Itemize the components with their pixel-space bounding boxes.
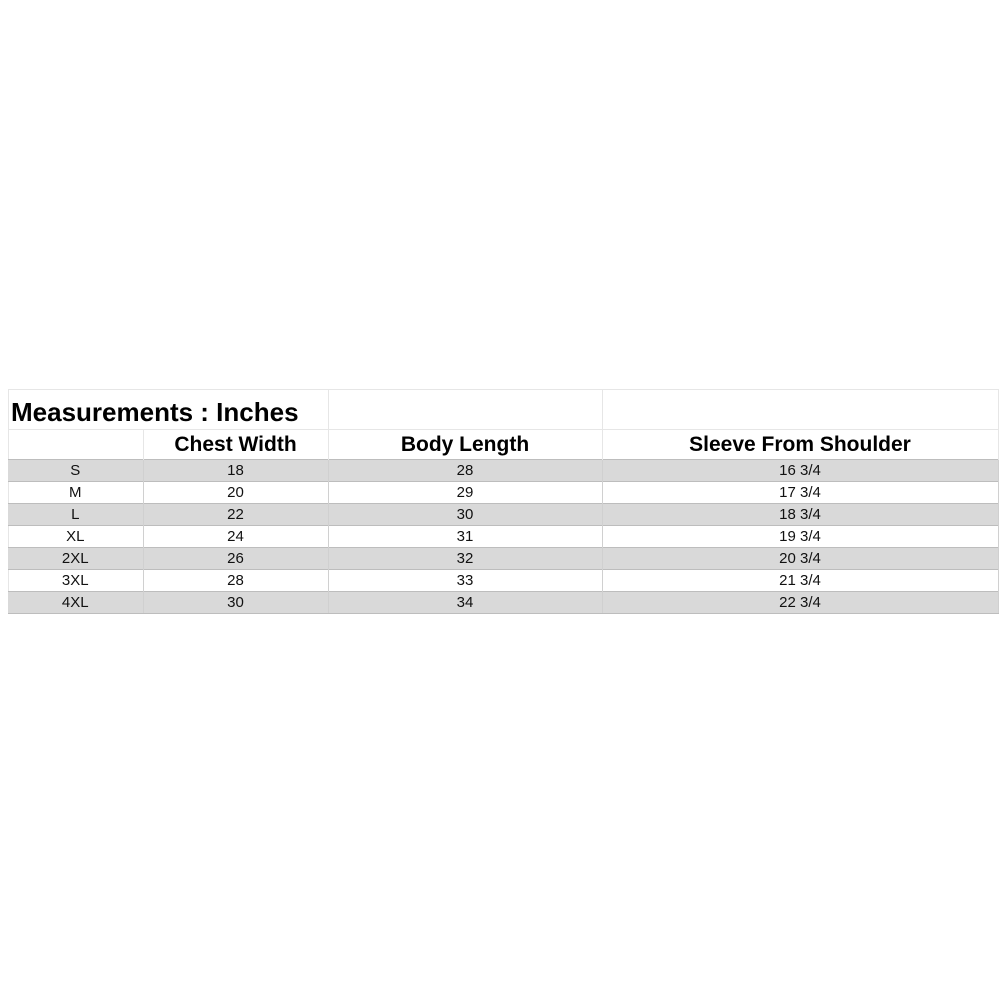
size-chart-sheet [8,389,998,614]
chest-cell: 30 [143,592,328,614]
sleeve-cell: 17 3/4 [602,482,998,504]
chest-cell: 24 [143,526,328,548]
size-cell: 3XL [8,570,143,592]
table-row [8,482,998,504]
header-body-length: Body Length [328,430,602,460]
chest-cell: 26 [143,548,328,570]
size-cell: XL [8,526,143,548]
length-cell: 33 [328,570,602,592]
title-row [8,390,998,430]
sleeve-cell: 16 3/4 [602,460,998,482]
header-size [8,430,143,460]
sleeve-cell: 19 3/4 [602,526,998,548]
length-cell: 28 [328,460,602,482]
table-row [8,592,998,614]
empty-cell [328,390,602,430]
length-cell: 34 [328,592,602,614]
table-row [8,504,998,526]
length-cell: 29 [328,482,602,504]
size-cell: 4XL [8,592,143,614]
sheet-title: Measurements : Inches [8,390,328,430]
chest-cell: 18 [143,460,328,482]
header-sleeve-from-shoulder: Sleeve From Shoulder [602,430,998,460]
size-chart-table [8,389,999,614]
table-row [8,548,998,570]
header-chest-width: Chest Width [143,430,328,460]
chest-cell: 22 [143,504,328,526]
size-cell: S [8,460,143,482]
sleeve-cell: 22 3/4 [602,592,998,614]
table-row [8,570,998,592]
sleeve-cell: 18 3/4 [602,504,998,526]
length-cell: 30 [328,504,602,526]
chest-cell: 28 [143,570,328,592]
table-row [8,526,998,548]
size-cell: L [8,504,143,526]
length-cell: 31 [328,526,602,548]
empty-cell [602,390,998,430]
size-cell: 2XL [8,548,143,570]
table-row [8,460,998,482]
chest-cell: 20 [143,482,328,504]
length-cell: 32 [328,548,602,570]
size-cell: M [8,482,143,504]
sleeve-cell: 20 3/4 [602,548,998,570]
header-row [8,430,998,460]
sleeve-cell: 21 3/4 [602,570,998,592]
